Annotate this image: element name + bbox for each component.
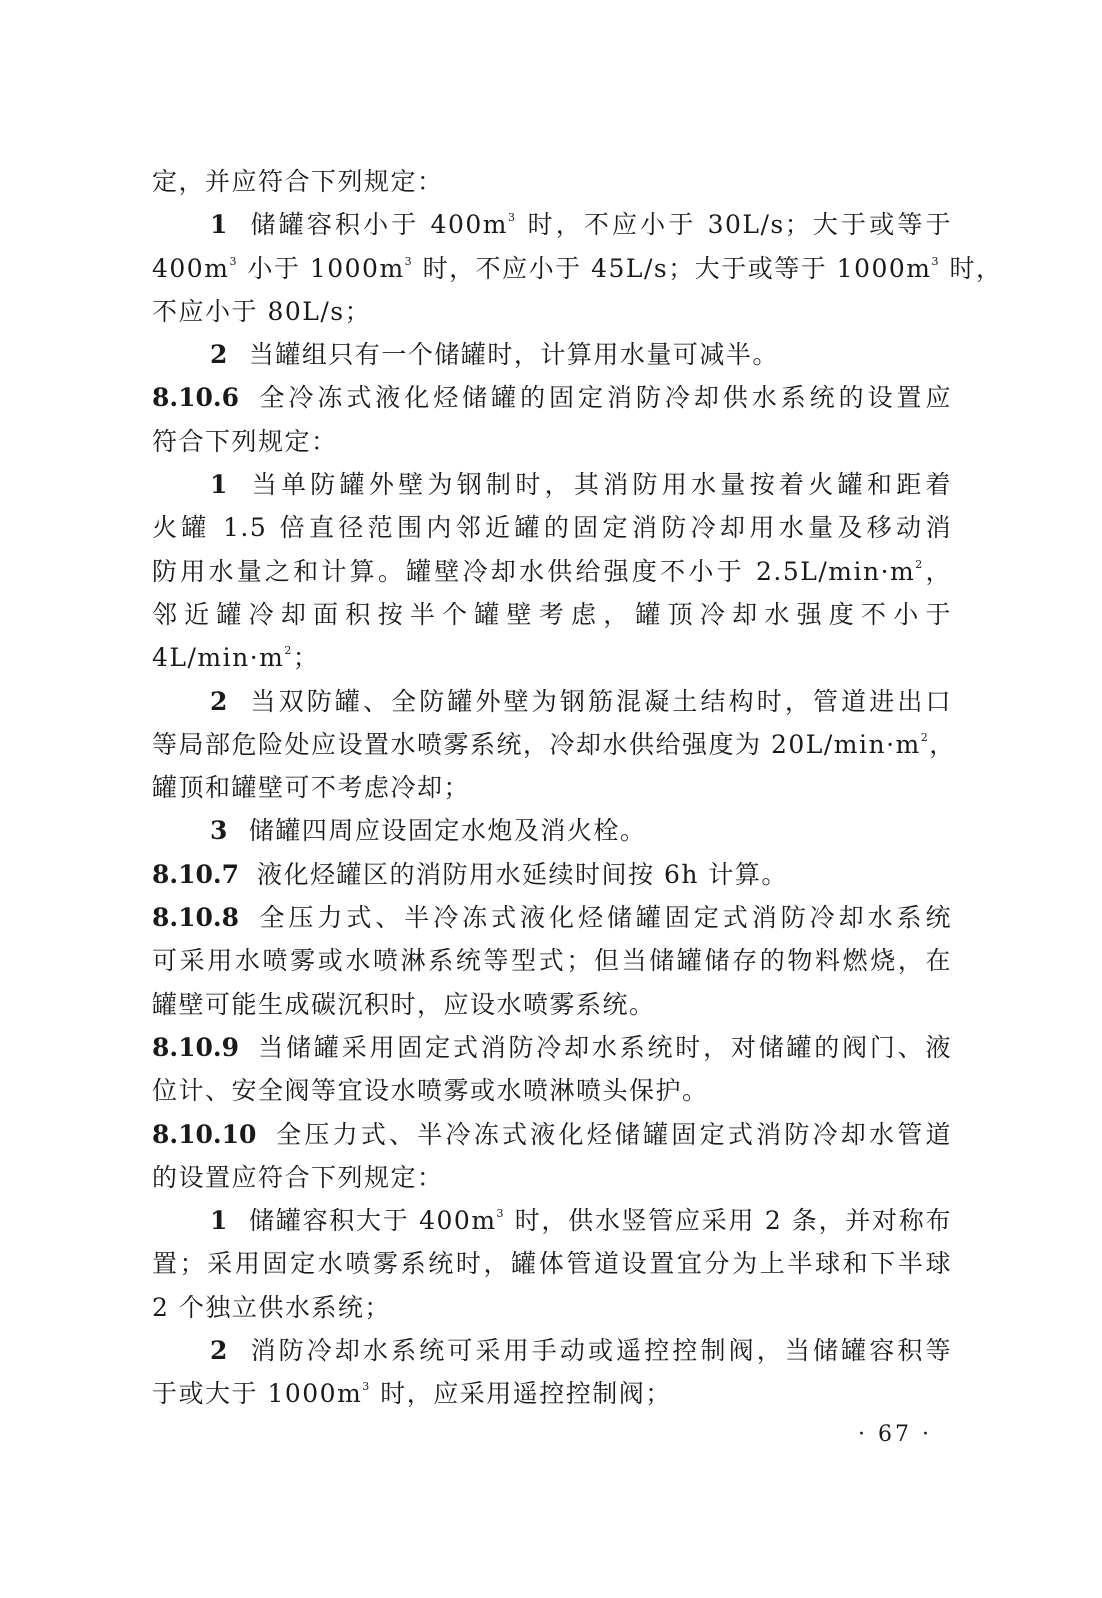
text: 当单防罐外壁为钢制时，其消防用水量按着火罐和距着 (248, 470, 952, 500)
item-number: 1 (210, 1206, 229, 1236)
paragraph-line (152, 1242, 952, 1285)
clause-number: 8.10.7 (152, 859, 239, 889)
paragraph-line (152, 1069, 952, 1112)
clause-8-10-9 (152, 1026, 952, 1069)
paragraph-line (152, 1156, 952, 1199)
text: 400m (152, 253, 230, 283)
list-item-1-line (152, 203, 952, 246)
list-item-3-line (152, 809, 952, 852)
text: 时，不应小于 45L/s；大于或等于 1000m (413, 253, 932, 283)
list-item-2-line (152, 680, 952, 723)
superscript: 3 (404, 254, 414, 268)
text: 时，供水竖管应采用 2 条，并对称布 (505, 1206, 952, 1236)
text: 符合下列规定： (152, 426, 338, 456)
text: 置；采用固定水喷雾系统时，罐体管道设置宜分为上半球和下半球 (152, 1249, 952, 1279)
clause-number: 8.10.8 (152, 903, 239, 933)
text: ， (929, 729, 956, 759)
text: 消防冷却水系统可采用手动或遥控控制阀，当储罐容积等 (248, 1336, 952, 1366)
list-item-2-line (152, 1329, 952, 1372)
text: 小于 1000m (237, 253, 405, 283)
list-item-1-line (152, 1199, 952, 1242)
text: 可采用水喷雾或水喷淋系统等型式；但当储罐储存的物料燃烧，在 (152, 946, 952, 976)
list-item-1-line (152, 463, 952, 506)
clause-8-10-7 (152, 853, 952, 896)
paragraph-line (152, 247, 1003, 290)
clause-number: 8.10.10 (152, 1119, 257, 1149)
superscript: 2 (284, 644, 293, 658)
text: 全压力式、半冷冻式液化烃储罐固定式消防冷却水系统 (257, 903, 952, 933)
superscript: 3 (229, 254, 238, 268)
paragraph-line (152, 983, 952, 1026)
clause-number: 8.10.9 (152, 1032, 239, 1062)
text: 罐壁可能生成碳沉积时，应设水喷雾系统。 (152, 989, 656, 1019)
paragraph-line (152, 766, 952, 809)
item-number: 1 (210, 470, 229, 500)
text: 储罐四周应设固定水炮及消火栓。 (248, 816, 647, 846)
clause-8-10-6 (152, 376, 952, 419)
text: 邻近罐冷却面积按半个罐壁考虑，罐顶冷却水强度不小于 (152, 599, 952, 629)
list-item-2-line (152, 333, 952, 376)
text: 位计、安全阀等宜设水喷雾或水喷淋喷头保护。 (152, 1076, 709, 1106)
text: 当双防罐、全防罐外壁为钢筋混凝土结构时，管道进出口 (248, 686, 952, 716)
text: 2 个独立供水系统； (152, 1292, 391, 1322)
superscript: 3 (496, 1207, 506, 1221)
item-number: 2 (210, 340, 229, 370)
paragraph-line (152, 636, 952, 679)
text: 不应小于 80L/s； (152, 296, 372, 326)
text: ； (292, 643, 320, 673)
text: 的设置应符合下列规定： (152, 1162, 444, 1192)
superscript: 3 (362, 1380, 371, 1394)
text: 当罐组只有一个储罐时，计算用水量可减半。 (248, 340, 779, 370)
text: 时，应采用遥控控制阀； (370, 1379, 672, 1409)
paragraph-line (152, 939, 952, 982)
item-number: 1 (210, 210, 229, 240)
text: 储罐容积大于 400m (248, 1206, 497, 1236)
clause-number: 8.10.6 (152, 383, 239, 413)
paragraph-line (152, 506, 952, 549)
superscript: 2 (920, 730, 930, 744)
page-number: · 67 · (858, 1422, 932, 1447)
text: 时，不应小于 30L/s；大于或等于 (516, 210, 952, 240)
text: 全冷冻式液化烃储罐的固定消防冷却供水系统的设置应 (257, 383, 952, 413)
text: 全压力式、半冷冻式液化烃储罐固定式消防冷却水管道 (274, 1119, 952, 1149)
superscript: 3 (931, 254, 941, 268)
text: 定，并应符合下列规定： (152, 167, 444, 196)
text: ， (923, 556, 952, 586)
body-text (152, 160, 1003, 1416)
item-number: 2 (210, 686, 229, 716)
superscript: 2 (915, 557, 924, 571)
paragraph-line (152, 290, 952, 333)
text: 4L/min·m (152, 643, 285, 673)
paragraph-line (152, 420, 952, 463)
clause-8-10-10 (152, 1113, 952, 1156)
text: 防用水量之和计算。罐壁冷却水供给强度不小于 2.5L/min·m (152, 556, 916, 586)
item-number: 2 (210, 1336, 229, 1366)
paragraph-line (152, 723, 956, 766)
text: 时， (940, 253, 1003, 283)
text: 液化烃罐区的消防用水延续时间按 6h 计算。 (257, 859, 788, 889)
text: 当储罐采用固定式消防冷却水系统时，对储罐的阀门、液 (257, 1032, 952, 1062)
paragraph-line (152, 160, 952, 203)
paragraph-line (152, 1372, 952, 1415)
text: 于或大于 1000m (152, 1379, 363, 1409)
text: 罐顶和罐壁可不考虑冷却； (152, 773, 471, 803)
paragraph-line (152, 1286, 952, 1329)
paragraph-line (152, 550, 952, 593)
paragraph-line (152, 593, 952, 636)
clause-8-10-8 (152, 896, 952, 939)
text: 等局部危险处应设置水喷雾系统，冷却水供给强度为 20L/min·m (152, 729, 921, 759)
text: 储罐容积小于 400m (248, 210, 508, 240)
superscript: 3 (507, 211, 517, 225)
item-number: 3 (210, 816, 229, 846)
text: 火罐 1.5 倍直径范围内邻近罐的固定消防冷却用水量及移动消 (152, 513, 952, 543)
